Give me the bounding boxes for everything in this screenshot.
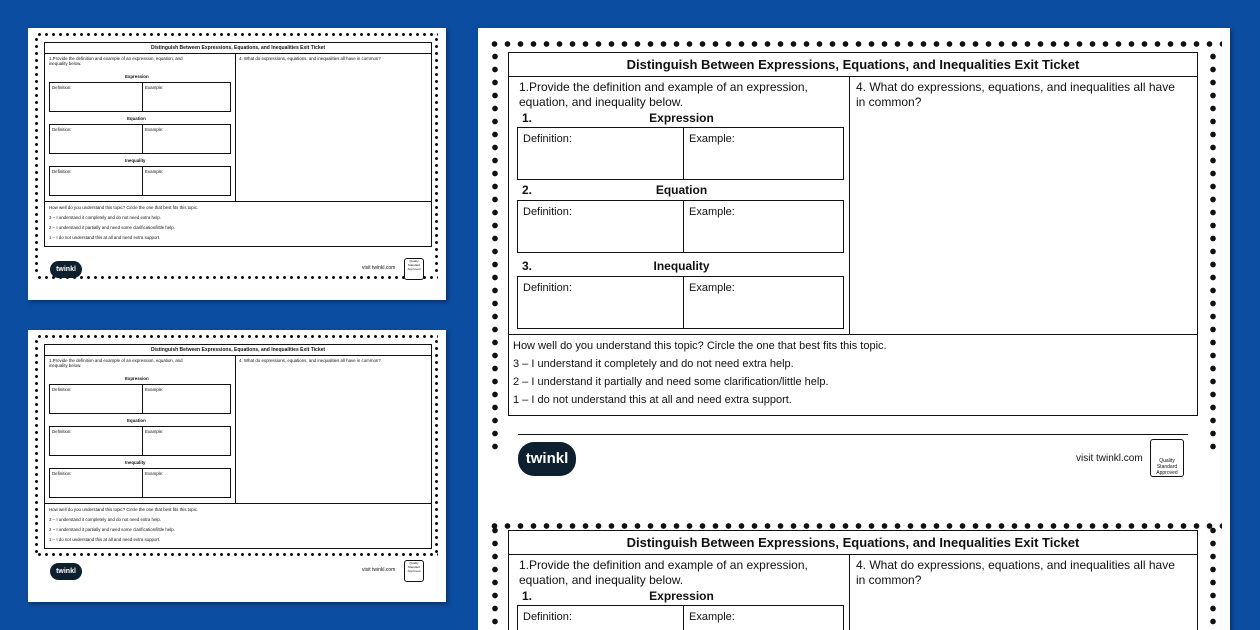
dotted-border-right-2 (1209, 524, 1217, 630)
question-1-column (509, 76, 850, 335)
mini-heading-3: Inequality (125, 158, 146, 163)
mini-ticket (44, 344, 432, 549)
mini-rating-1: 1 – I do not understand this at all and need extra support. (49, 537, 161, 542)
dotted-border-top-2 (488, 522, 1222, 530)
rating-1: 1 – I do not understand this at all and need extra support. (513, 394, 792, 406)
dotted-border-bottom (36, 275, 438, 280)
expression-example-label: Example: (689, 133, 735, 145)
mini-box-1: Definition: Example: (49, 82, 231, 112)
mini-ticket (44, 42, 432, 247)
mini-box-2: Definition: Example: (49, 124, 231, 154)
mini-rating-prompt: How well do you understand this topic? Circle the one that best fits this topic. (49, 205, 199, 210)
mini-box-1: Definition: Example: (49, 384, 231, 414)
equation-box (517, 200, 844, 253)
equation-definition-label: Definition: (523, 206, 572, 218)
twinkl-logo: twinkl (518, 442, 576, 476)
section-3-number: 3. (522, 259, 533, 273)
section-1-number: 1. (522, 111, 533, 125)
dotted-border-top (36, 334, 438, 339)
mini-twinkl-logo: twinkl (50, 261, 82, 278)
question-4-text: 4. What do expressions, equations, and inequalities all have in common? (856, 80, 1175, 109)
mini-quality-badge: Quality Standard Approved (404, 258, 424, 280)
expression-box (517, 127, 844, 180)
question-4-text-2: 4. What do expressions, equations, and inequalities all have in common? (856, 558, 1175, 587)
mini-visit-link: visit twinkl.com (362, 265, 396, 271)
mini-q1: 1.Provide the definition and example of an expression, equation, and inequality below. (49, 358, 183, 368)
expression-definition-label: Definition: (523, 133, 572, 145)
thumbnail-sheet-1[interactable] (28, 28, 446, 300)
visit-link[interactable]: visit twinkl.com (1076, 453, 1143, 464)
mini-box-2: Definition: Example: (49, 426, 231, 456)
footer-divider (518, 434, 1188, 435)
question-1-column-2 (509, 554, 850, 630)
mini-rating-1: 1 – I do not understand this at all and need extra support. (49, 235, 161, 240)
mini-visit-link: visit twinkl.com (362, 567, 396, 573)
mini-q1: 1.Provide the definition and example of an expression, equation, and inequality below. (49, 56, 183, 66)
mini-heading-3: Inequality (125, 460, 146, 465)
section-2-heading: Equation (655, 183, 708, 197)
exit-ticket (508, 52, 1198, 416)
mini-twinkl-logo: twinkl (50, 563, 82, 580)
dotted-border-left-2 (491, 524, 499, 630)
mini-rating-2: 2 – I understand it partially and need some clarification/little help. (49, 225, 175, 230)
dotted-border-bottom (36, 552, 438, 557)
dotted-border-right (434, 338, 439, 554)
section-1-heading-2: Expression (649, 589, 714, 603)
question-4-column (850, 76, 1197, 335)
mini-ticket-title: Distinguish Between Expressions, Equations, and Inequalities Exit Ticket (150, 347, 326, 353)
rating-3: 3 – I understand it completely and do not need extra help. (513, 358, 794, 370)
exit-ticket-2 (508, 530, 1198, 630)
dotted-border-right (1209, 50, 1217, 456)
mini-rating-2: 2 – I understand it partially and need some clarification/little help. (49, 527, 175, 532)
question-1-text: 1.Provide the definition and example of an expression, equation, and inequality below. (519, 80, 808, 109)
mini-q4: 4. What do expressions, equations, and inequalities all have in common? (239, 56, 381, 61)
preview-sheet[interactable] (478, 28, 1230, 630)
section-2-number: 2. (522, 183, 533, 197)
dotted-border-top (488, 40, 1222, 48)
dotted-border-right (434, 36, 439, 276)
inequality-example-label: Example: (689, 282, 735, 294)
mini-heading-2: Equation (127, 116, 146, 121)
mini-heading-1: Expression (125, 74, 149, 79)
dotted-border-left (34, 36, 39, 276)
dotted-border-left (491, 50, 499, 456)
mini-rating-3: 3 – I understand it completely and do not need extra help. (49, 215, 162, 220)
mini-q4: 4. What do expressions, equations, and inequalities all have in common? (239, 358, 381, 363)
dotted-border-top (36, 32, 438, 37)
quality-badge: Quality Standard Approved (1150, 439, 1184, 477)
mini-rating-prompt: How well do you understand this topic? Circle the one that best fits this topic. (49, 507, 199, 512)
mini-rating-3: 3 – I understand it completely and do not need extra help. (49, 517, 162, 522)
mini-box-3: Definition: Example: (49, 468, 231, 498)
ticket-2-title: Distinguish Between Expressions, Equations, and Inequalities Exit Ticket (509, 531, 1197, 555)
expression-example-label-2: Example: (689, 611, 735, 623)
mini-heading-2: Equation (127, 418, 146, 423)
section-3-heading: Inequality (653, 259, 710, 273)
inequality-box (517, 276, 844, 329)
expression-box-2 (517, 605, 844, 630)
mini-box-3: Definition: Example: (49, 166, 231, 196)
question-1-text-2: 1.Provide the definition and example of an expression, equation, and inequality below. (519, 558, 808, 587)
question-4-column-2 (850, 554, 1197, 630)
inequality-definition-label: Definition: (523, 282, 572, 294)
mini-ticket-title: Distinguish Between Expressions, Equations, and Inequalities Exit Ticket (150, 45, 326, 51)
section-1-number-2: 1. (522, 589, 533, 603)
dotted-border-left (34, 338, 39, 554)
expression-definition-label-2: Definition: (523, 611, 572, 623)
mini-quality-badge: Quality Standard Approved (404, 560, 424, 582)
self-assessment (509, 334, 1197, 415)
mini-heading-1: Expression (125, 376, 149, 381)
thumbnail-sheet-2[interactable] (28, 330, 446, 602)
section-1-heading: Expression (649, 111, 714, 125)
rating-2: 2 – I understand it partially and need some clarification/little help. (513, 376, 829, 388)
equation-example-label: Example: (689, 206, 735, 218)
rating-prompt: How well do you understand this topic? Circle the one that best fits this topic. (513, 340, 887, 352)
ticket-title: Distinguish Between Expressions, Equations, and Inequalities Exit Ticket (509, 53, 1197, 77)
